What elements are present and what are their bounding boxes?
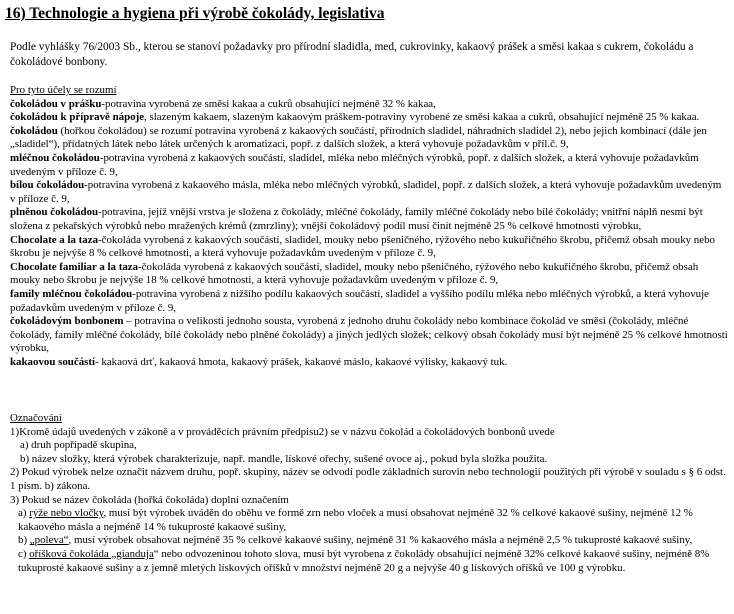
labeling-term: „poleva“ — [29, 534, 69, 547]
definition-text: -potravina, jejíž vnější vrstva je složena z čokolády, mléčné čokolády, family mléčné čokolády nebo bílé čokolády; vnitřní náplň nesmí být složena z pekařských výrobků nebo mražených krémů (zmrzliny); vnější čokoládový podíl musí činit nejméně 25 % celkové hmotnosti výrobku, — [10, 206, 703, 232]
definition-term: kakaovou součástí — [10, 355, 96, 368]
definition-item — [10, 261, 728, 288]
item-prefix: b) — [18, 534, 30, 547]
definition-item — [10, 152, 728, 179]
definition-item — [10, 111, 728, 125]
definition-item — [10, 234, 728, 261]
definition-term: čokoládou k přípravě nápoje — [10, 111, 145, 124]
definition-text: (hořkou čokoládou) se rozumí potravina vyrobená z kakaových součástí, přírodních sladidel, náhradních sladidel 2), nebo jejich kombinací (dále jen „sladidel“), přídatných látek nebo látek určených k aromatizaci, popř. z dalších složek, a která vyhovuje požadavkům v příl.č. 9, — [10, 124, 707, 151]
item-prefix: c) — [18, 547, 30, 560]
definition-term: čokoládou v prášku — [10, 97, 102, 110]
labeling-item-3a — [10, 507, 728, 534]
definition-text: -čokoláda vyrobená z kakaových součástí, sladidel, mouky nebo pšeničného, rýžového nebo kukuřičného škrobu, přičemž obsah mouky nebo škrobu je nejvýše 8 % celkové hmotnosti, a která vyhovuje požadavkům uvedeným v příloze č. 9, — [10, 233, 715, 260]
definition-term: Chocolate a la taza — [10, 233, 99, 246]
definition-item — [10, 206, 728, 233]
definition-term: family mléčnou čokoládou — [10, 287, 133, 300]
page-title: 16) Technologie a hygiena při výrobě čokolády, legislativa — [5, 5, 385, 22]
labeling-section — [10, 412, 728, 575]
definition-item — [10, 125, 728, 152]
definition-term: plněnou čokoládou — [10, 206, 99, 219]
labeling-item-1b: b) název složky, která výrobek charakterizuje, např. mandle, lískové ořechy, sušené ovoce aj., pokud byla složka použita. — [20, 452, 548, 465]
definition-term: Chocolate familiar a la taza — [10, 260, 139, 273]
definition-item — [10, 356, 728, 370]
definition-term: čokoládou — [10, 124, 58, 137]
definitions-heading: Pro tyto účely se rozumí — [10, 84, 117, 96]
definition-text: -potravina vyrobená ze směsi kakaa a cukrů obsahující nejméně 32 % kakaa, — [101, 97, 436, 110]
definition-text: -potravina vyrobená z kakaového másla, mléka nebo mléčných výrobků, sladidel, popř. z dalších složek, a která vyhovuje požadavkům uvedeným v příloze č. 9, — [10, 179, 722, 205]
labeling-term: oříšková čokoláda „gianduja — [29, 547, 154, 560]
definition-item — [10, 288, 728, 315]
item-prefix: a) — [18, 507, 30, 520]
definition-text: -potravina vyrobená z nižšího podílu kakaových součástí, sladidel a vyššího podílu mléka nebo mléčných výrobků, a která vyhovuje požadavkům uvedeným v příloze č. 9, — [10, 287, 709, 314]
labeling-item-1a: a) druh popřípadě skupina, — [20, 439, 137, 452]
labeling-term: rýže nebo vločky — [29, 507, 104, 520]
intro-paragraph: Podle vyhlášky 76/2003 Sb., kterou se stanoví požadavky pro přírodní sladidla, med, cukrovinky, kakaový prášek a směsi kakaa s cukrem, čokoládu a čokoládové bonbony. — [10, 41, 694, 68]
labeling-paragraph-1: 1)Kromě údajů uvedených v zákoně a v prováděcích právním předpisu2) se v názvu čokolád a čokoládových bonbonů uvede — [10, 425, 555, 438]
definition-text: -potravina vyrobená z kakaových součástí, sladidel, mléka nebo mléčných výrobků, popř. z dalších složek, a která vyhovuje požadavkům uvedeným v příloze č. 9, — [10, 151, 699, 178]
labeling-text: , musí výrobek obsahovat nejméně 35 % celkové kakaové sušiny, nejméně 31 % kakaového másla a nejméně 2,5 % tukuprosté kakaové sušiny, — [68, 534, 693, 547]
labeling-paragraph-2: 2) Pokud výrobek nelze označit názvem druhu, popř. skupiny, název se odvodí podle základních surovin nebo technologií použitých při výrobě v souladu s § 6 odst. 1 písm. b) zákona. — [10, 466, 726, 492]
definition-text: -čokoláda vyrobená z kakaových součástí, sladidel, mouky nebo pšeničného, rýžového nebo kukuřičného škrobu, přičemž obsah mouky nebo škrobu je nejvýše 18 % celkové hmotnosti, a která vyhovuje požadavkům uvedeným v příloze č. 9, — [10, 260, 699, 287]
definition-term: mléčnou čokoládou — [10, 151, 100, 164]
definition-text: – potravina o velikosti jednoho sousta, vyrobená z jednoho druhu čokolády nebo kombinace čokolád ve směsi (čokolády, mléčné čokolády, family mléčné čokolády, bílé čokolády nebo plněné čokolády) a jiných jedlých složek; celkový obsah čokolády musí být nejméně 25 % celkové hmotnosti výrobku, — [10, 315, 728, 355]
definition-text: - kakaová drť, kakaová hmota, kakaový prášek, kakaové máslo, kakaové výlisky, kakaový tuk. — [95, 355, 508, 368]
definition-item — [10, 315, 728, 356]
labeling-item-3c — [10, 548, 728, 575]
definition-item — [10, 98, 728, 112]
definitions-section — [10, 84, 728, 369]
labeling-heading: Označování — [10, 412, 63, 424]
definition-term: čokoládovým bonbonem — [10, 315, 124, 328]
labeling-paragraph-3: 3) Pokud se název čokoláda (hořká čokoláda) doplní označením — [10, 493, 289, 506]
labeling-text: “ nebo odvozeninou tohoto slova, musí být vyrobena z čokolády obsahující nejméně 32% celkové kakaové sušiny, nejméně 8% tukuprosté kakaové sušiny a z jemně mletých lískových oříšků v množství nejméně 20 g a nejvýše 40 g lískových oříšků ve 100 g výrobku. — [18, 547, 710, 574]
labeling-text: , musí být výrobek uváděn do oběhu ve formě zrn nebo vloček a musí obsahovat nejméně 32 % celkové kakaové sušiny, nejméně 12 % kakaového másla a nejméně 14 % tukuprosté kakaové sušiny, — [18, 507, 693, 533]
definition-term: bílou čokoládou — [10, 179, 85, 192]
definition-text: , slazeným kakaem, slazeným kakaovým práškem-potraviny vyrobené ze směsi kakaa a cukrů, obsahující nejméně 25 % kakaa. — [144, 111, 700, 124]
definition-item — [10, 179, 728, 206]
labeling-item-3b — [10, 534, 728, 548]
